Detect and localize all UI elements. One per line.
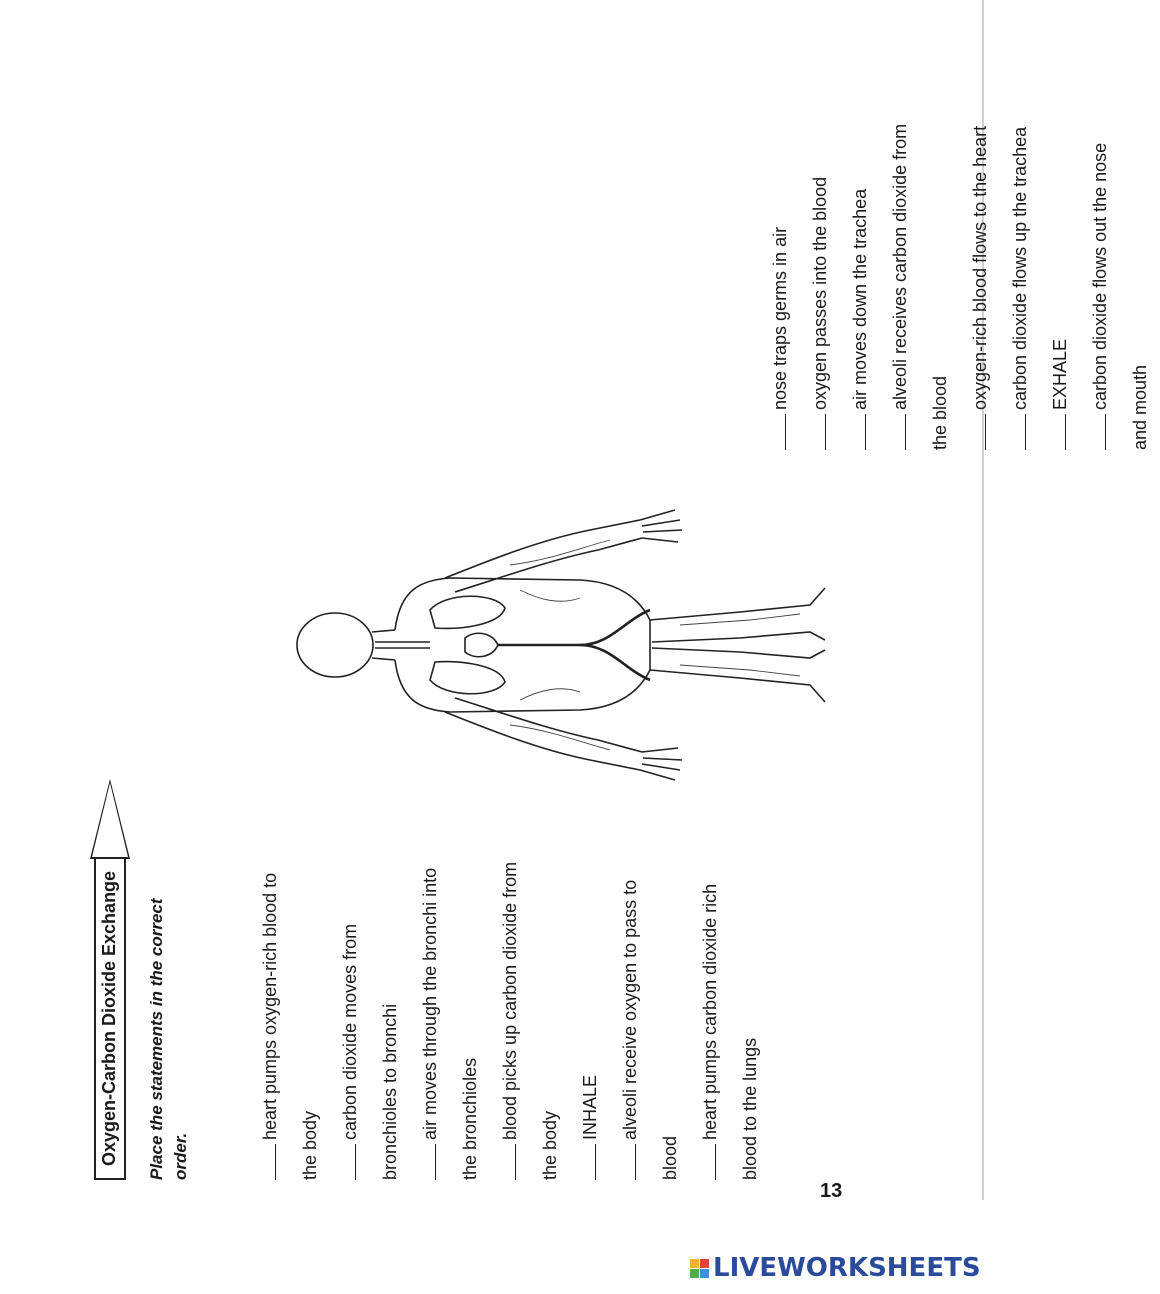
answer-blank[interactable]: [1047, 414, 1066, 450]
answer-blank[interactable]: [257, 1144, 276, 1180]
answer-blank[interactable]: [617, 1144, 636, 1180]
title-banner: [90, 779, 130, 1180]
right-statement-list: [760, 110, 1160, 450]
human-body-illustration: [280, 480, 840, 810]
arrow-icon: [90, 779, 130, 859]
statement-item: EXHALE: [1040, 110, 1080, 450]
answer-blank[interactable]: [497, 1144, 516, 1180]
answer-blank[interactable]: [887, 414, 906, 450]
liveworksheets-logo[interactable]: [690, 1254, 981, 1282]
answer-blank[interactable]: [1087, 414, 1106, 450]
statement-item: alveoli receive oxygen to pass to blood: [610, 850, 690, 1180]
statement-item: carbon dioxide moves from bronchioles to bronchi: [330, 850, 410, 1180]
statement-item: heart pumps carbon dioxide rich blood to the lungs: [690, 850, 770, 1180]
answer-blank[interactable]: [417, 1144, 436, 1180]
statement-item: nose traps germs in air: [760, 110, 800, 450]
statement-item: alveoli receives carbon dioxide from the blood: [880, 110, 960, 450]
answer-blank[interactable]: [1007, 414, 1026, 450]
answer-blank[interactable]: [967, 414, 986, 450]
statement-item: INHALE: [570, 850, 610, 1180]
circulatory-system-figure: [280, 480, 840, 810]
statement-item: blood picks up carbon dioxide from the body: [490, 850, 570, 1180]
page-number: 13: [820, 1180, 843, 1202]
answer-blank[interactable]: [847, 414, 866, 450]
answer-blank[interactable]: [807, 414, 826, 450]
statement-item: air moves down the trachea: [840, 110, 880, 450]
logo-text: LIVEWORKSHEETS: [713, 1253, 981, 1283]
statement-item: heart pumps oxygen-rich blood to the body: [250, 850, 330, 1180]
answer-blank[interactable]: [337, 1144, 356, 1180]
statement-item: carbon dioxide flows out the nose and mouth: [1080, 110, 1160, 450]
rotated-worksheet: [60, 60, 1150, 1202]
statement-item: oxygen passes into the blood: [800, 110, 840, 450]
worksheet-title: Oxygen-Carbon Dioxide Exchange: [94, 857, 126, 1180]
answer-blank[interactable]: [577, 1144, 596, 1180]
instructions: Place the statements in the correct order.: [147, 898, 190, 1180]
statement-item: oxygen-rich blood flows to the heart: [960, 110, 1000, 450]
left-statement-list: [250, 850, 770, 1180]
statement-item: carbon dioxide flows up the trachea: [1000, 110, 1040, 450]
logo-mark-icon: [690, 1259, 709, 1278]
statement-item: air moves through the bronchi into the bronchioles: [410, 850, 490, 1180]
answer-blank[interactable]: [697, 1144, 716, 1180]
answer-blank[interactable]: [767, 414, 786, 450]
